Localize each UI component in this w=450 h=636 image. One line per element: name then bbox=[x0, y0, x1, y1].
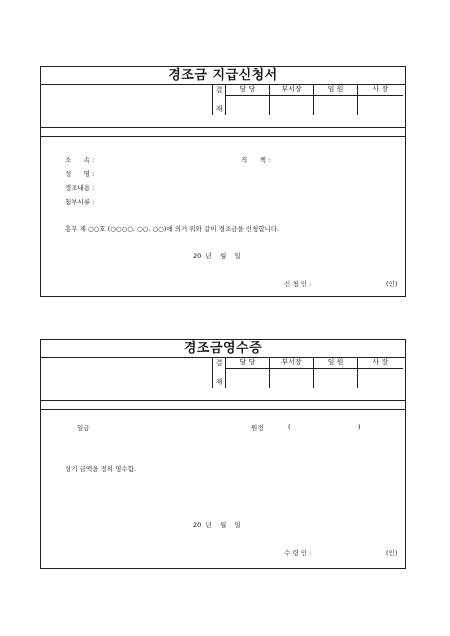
application-statement: 흥무 제 ○○호 (○○○○. ○○. ○○)에 의거 위와 같이 경조금을 신청합니다. bbox=[65, 225, 280, 233]
amount-paren-close: ) bbox=[358, 423, 361, 431]
approval-label-bottom: 재 bbox=[213, 368, 226, 388]
divider-strip bbox=[41, 401, 405, 410]
signature-box-president[interactable] bbox=[358, 368, 403, 388]
approval-label-top: 결 bbox=[213, 358, 226, 368]
field-affiliation[interactable]: 소 속 : bbox=[65, 156, 95, 164]
signature-box-staff[interactable] bbox=[226, 95, 270, 115]
receipt-statement: 상기 금액을 정히 영수함. bbox=[65, 465, 137, 473]
receiver-label[interactable]: 수 령 인 : bbox=[284, 549, 312, 557]
signature-box-president[interactable] bbox=[358, 95, 403, 115]
approval-header-president: 사 장 bbox=[358, 85, 403, 95]
amount-label: 일금 bbox=[77, 424, 90, 432]
approval-table bbox=[212, 85, 403, 115]
form-title: 경조금 지급신청서 bbox=[41, 67, 405, 85]
approval-header-staff: 담 당 bbox=[226, 85, 270, 95]
divider-strip bbox=[41, 128, 405, 137]
funeral-allowance-application-form bbox=[40, 66, 406, 297]
approval-label-top: 결 bbox=[213, 85, 226, 95]
approval-header-executive: 임 원 bbox=[314, 358, 358, 368]
signature-box-staff[interactable] bbox=[226, 368, 270, 388]
approval-header-dept-head: 부서장 bbox=[270, 85, 314, 95]
approval-header-executive: 임 원 bbox=[314, 85, 358, 95]
approval-header-president: 사 장 bbox=[358, 358, 403, 368]
signature-box-dept-head[interactable] bbox=[270, 368, 314, 388]
seal-mark: (인) bbox=[386, 549, 398, 557]
approval-header-dept-head: 부서장 bbox=[270, 358, 314, 368]
signature-box-dept-head[interactable] bbox=[270, 95, 314, 115]
signature-box-executive[interactable] bbox=[314, 368, 358, 388]
amount-paren-open: ( bbox=[288, 423, 291, 431]
approval-label-bottom: 재 bbox=[213, 95, 226, 115]
field-name[interactable]: 성 명 : bbox=[65, 170, 95, 178]
field-attachments[interactable]: 첨부서류 : bbox=[65, 198, 95, 206]
approval-area bbox=[41, 358, 405, 401]
approval-area bbox=[41, 85, 405, 128]
form-title: 경조금영수증 bbox=[41, 340, 405, 358]
approval-table bbox=[212, 358, 403, 388]
field-position[interactable]: 직 책 : bbox=[241, 156, 271, 164]
approval-header-staff: 담 당 bbox=[226, 358, 270, 368]
field-content[interactable]: 경조내용 : bbox=[65, 184, 95, 192]
receipt-date[interactable]: 20 년 월 일 bbox=[193, 521, 241, 529]
won-label: 원정 bbox=[251, 424, 264, 432]
signature-box-executive[interactable] bbox=[314, 95, 358, 115]
application-date[interactable]: 20 년 월 일 bbox=[193, 252, 241, 260]
seal-mark: (인) bbox=[386, 280, 398, 288]
funeral-allowance-receipt-form bbox=[40, 339, 406, 569]
applicant-label[interactable]: 신 청 인 : bbox=[284, 280, 312, 288]
